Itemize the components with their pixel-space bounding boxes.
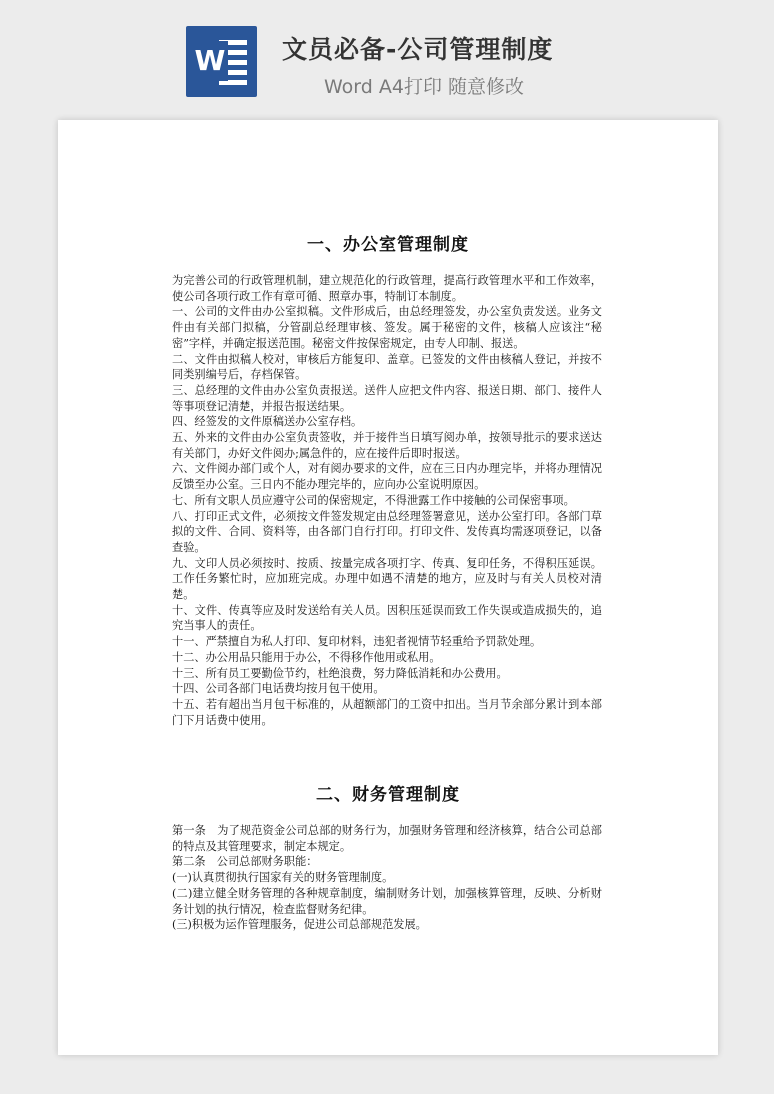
paragraph: 九、文印人员必须按时、按质、按量完成各项打字、传真、复印任务，不得积压延误。工作任务繁忙时，应加班完成。办理中如遇不清楚的地方，应及时与有关人员校对清楚。 <box>172 556 602 602</box>
paragraph: 七、所有文职人员应遵守公司的保密规定，不得泄露工作中接触的公司保密事项。 <box>172 493 575 507</box>
paragraph: 十五、若有超出当月包干标准的，从超额部门的工资中扣出。当月节余部分累计到本部门下月话费中使用。 <box>172 697 602 727</box>
paragraph: 三、总经理的文件由办公室负责报送。送件人应把文件内容、报送日期、部门、接件人等事项登记清楚，并报告报送结果。 <box>172 383 602 413</box>
paragraph: 十四、公司各部门电话费均按月包干使用。 <box>172 682 385 696</box>
paragraph: (二)建立健全财务管理的各种规章制度，编制财务计划，加强核算管理，反映、分析财务计划的执行情况，检查监督财务纪律。 <box>172 886 602 916</box>
document-subtitle: Word A4打印 随意修改 <box>324 76 525 98</box>
paragraph: 二、文件由拟稿人校对，审核后方能复印、盖章。已签发的文件由核稿人登记，并按不同类别编号后，存档保管。 <box>172 352 602 382</box>
paragraph: 五、外来的文件由办公室负责签收，并于接件当日填写阅办单，按领导批示的要求送达有关部门，办好文件阅办;属急件的，应在接件后即时报送。 <box>172 431 602 460</box>
paragraph: (三)积极为运作管理服务，促进公司总部规范发展。 <box>172 918 427 932</box>
paragraph: 为完善公司的行政管理机制，建立规范化的行政管理，提高行政管理水平和工作效率，使公司各项行政工作有章可循、照章办事，特制订本制度。 <box>172 274 602 303</box>
paragraph: 十一、严禁擅自为私人打印、复印材料，违犯者视情节轻重给予罚款处理。 <box>172 635 542 649</box>
word-icon-letter: W <box>192 41 228 81</box>
section2-body <box>172 823 602 933</box>
paragraph: 十二、办公用品只能用于办公，不得移作他用或私用。 <box>172 650 441 664</box>
paragraph: 十、文件、传真等应及时发送给有关人员。因积压延误而致工作失误或造成损失的，追究当事人的责任。 <box>172 603 602 633</box>
paragraph: 第一条 为了规范资金公司总部的财务行为，加强财务管理和经济核算，结合公司总部的特点及其管理要求，制定本规定。 <box>172 824 602 853</box>
document-page <box>58 120 718 1055</box>
paragraph: 八、打印正式文件，必须按文件签发规定由总经理签署意见，送办公室打印。各部门草拟的文件、合同、资料等，由各部门自行打印。打印文件、发传真均需逐项登记，以备查验。 <box>172 509 602 554</box>
document-title: 文员必备-公司管理制度 <box>282 35 554 64</box>
section1-heading: 一、办公室管理制度 <box>307 235 469 255</box>
page-header <box>0 0 774 115</box>
paragraph: (一)认真贯彻执行国家有关的财务管理制度。 <box>172 871 394 885</box>
paragraph: 六、文件阅办部门或个人，对有阅办要求的文件，应在三日内办理完毕，并将办理情况反馈至办公室。三日内不能办理完毕的，应向办公室说明原因。 <box>172 462 602 492</box>
word-document-icon <box>186 26 257 97</box>
section1-body <box>172 273 602 728</box>
paragraph: 四、经签发的文件原稿送办公室存档。 <box>172 415 363 429</box>
paragraph: 一、公司的文件由办公室拟稿。文件形成后，由总经理签发，办公室负责发送。业务文件由有关部门拟稿，分管副总经理审核、签发。属于秘密的文件，核稿人应该注“秘密”字样，并确定报送范围。秘密文件按保密规定，由专人印制、报送。 <box>172 305 602 350</box>
section2-heading: 二、财务管理制度 <box>316 785 460 805</box>
paragraph: 十三、所有员工要勤俭节约，杜绝浪费，努力降低消耗和办公费用。 <box>172 666 508 680</box>
paragraph: 第二条 公司总部财务职能： <box>172 855 318 869</box>
